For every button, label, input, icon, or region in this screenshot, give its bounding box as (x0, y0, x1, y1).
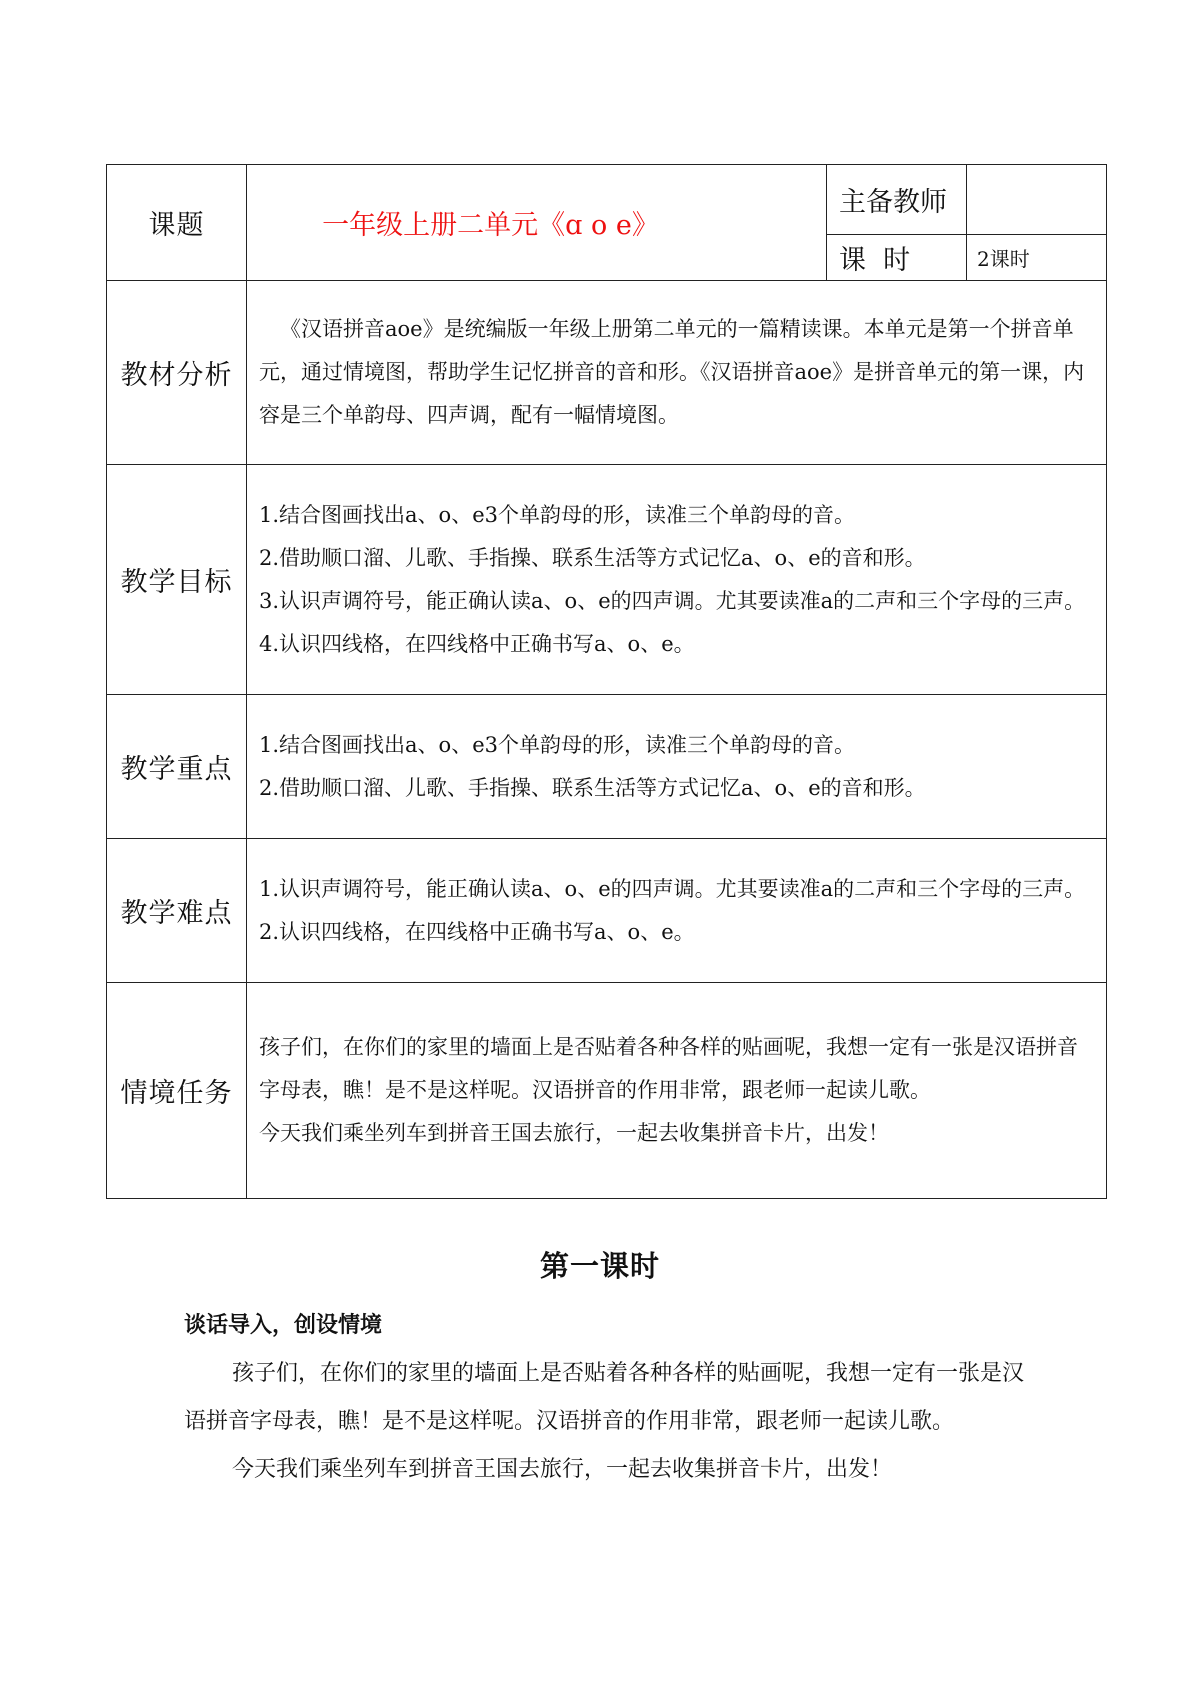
row-teaching-focus (107, 695, 1107, 839)
lesson-body (184, 1350, 1034, 1494)
lesson-plan-table (106, 164, 1107, 1199)
row-teaching-difficulty (107, 839, 1107, 983)
row-label: 情境任务 (107, 983, 247, 1199)
lesson-heading: 第一课时 (539, 1249, 660, 1283)
topic-value-cell (247, 165, 827, 281)
content-line: 《汉语拼音aoe》是统编版一年级上册第二单元的一篇精读课。本单元是第一个拼音单元，通过情境图，帮助学生记忆拼音的音和形。《汉语拼音aoe》是拼音单元的第一课，内容是三个单韵母、四声调，配有一幅情境图。 (259, 317, 1085, 427)
row-context-task (107, 983, 1107, 1199)
content-line: 2.借助顺口溜、儿歌、手指操、联系生活等方式记忆a、o、e的音和形。 (259, 775, 926, 800)
teacher-label: 主备教师 (827, 165, 967, 235)
hours-value: 2课时 (967, 235, 1107, 281)
content-line: 2.借助顺口溜、儿歌、手指操、联系生活等方式记忆a、o、e的音和形。 (259, 545, 926, 570)
lesson-paragraph: 今天我们乘坐列车到拼音王国去旅行，一起去收集拼音卡片，出发！ (232, 1457, 893, 1482)
lesson-paragraph: 孩子们，在你们的家里的墙面上是否贴着各种各样的贴画呢，我想一定有一张是汉语拼音字母表，瞧！是不是这样呢。汉语拼音的作用非常，跟老师一起读儿歌。 (184, 1361, 1025, 1434)
topic-label: 课题 (107, 165, 247, 281)
content-line: 今天我们乘坐列车到拼音王国去旅行，一起去收集拼音卡片，出发！ (259, 1121, 889, 1145)
row-label: 教学目标 (107, 465, 247, 695)
row-content (247, 281, 1107, 465)
content-line: 3.认识声调符号，能正确认读a、o、e的四声调。尤其要读准a的二声和三个字母的三声。 (259, 588, 1086, 613)
row-material-analysis (107, 281, 1107, 465)
row-content (247, 983, 1107, 1199)
topic-value: 一年级上册二单元《ɑ o e》 (322, 210, 659, 241)
row-label: 教学难点 (107, 839, 247, 983)
topic-row (107, 165, 1107, 235)
row-label: 教材分析 (107, 281, 247, 465)
content-line: 2.认识四线格，在四线格中正确书写a、o、e。 (259, 919, 695, 944)
content-line: 1.认识声调符号，能正确认读a、o、e的四声调。尤其要读准a的二声和三个字母的三声。 (259, 876, 1086, 901)
row-content (247, 465, 1107, 695)
row-teaching-goals (107, 465, 1107, 695)
teacher-value (967, 165, 1107, 235)
row-label: 教学重点 (107, 695, 247, 839)
content-line: 4.认识四线格，在四线格中正确书写a、o、e。 (259, 631, 695, 656)
lesson-subheading: 谈话导入，创设情境 (184, 1313, 383, 1338)
row-content (247, 695, 1107, 839)
content-line: 1.结合图画找出a、o、e3个单韵母的形，读准三个单韵母的音。 (259, 502, 855, 527)
content-line: 1.结合图画找出a、o、e3个单韵母的形，读准三个单韵母的音。 (259, 732, 855, 757)
row-content (247, 839, 1107, 983)
content-line: 孩子们，在你们的家里的墙面上是否贴着各种各样的贴画呢，我想一定有一张是汉语拼音字母表，瞧！是不是这样呢。汉语拼音的作用非常，跟老师一起读儿歌。 (259, 1035, 1078, 1102)
hours-label: 课 时 (827, 235, 967, 281)
